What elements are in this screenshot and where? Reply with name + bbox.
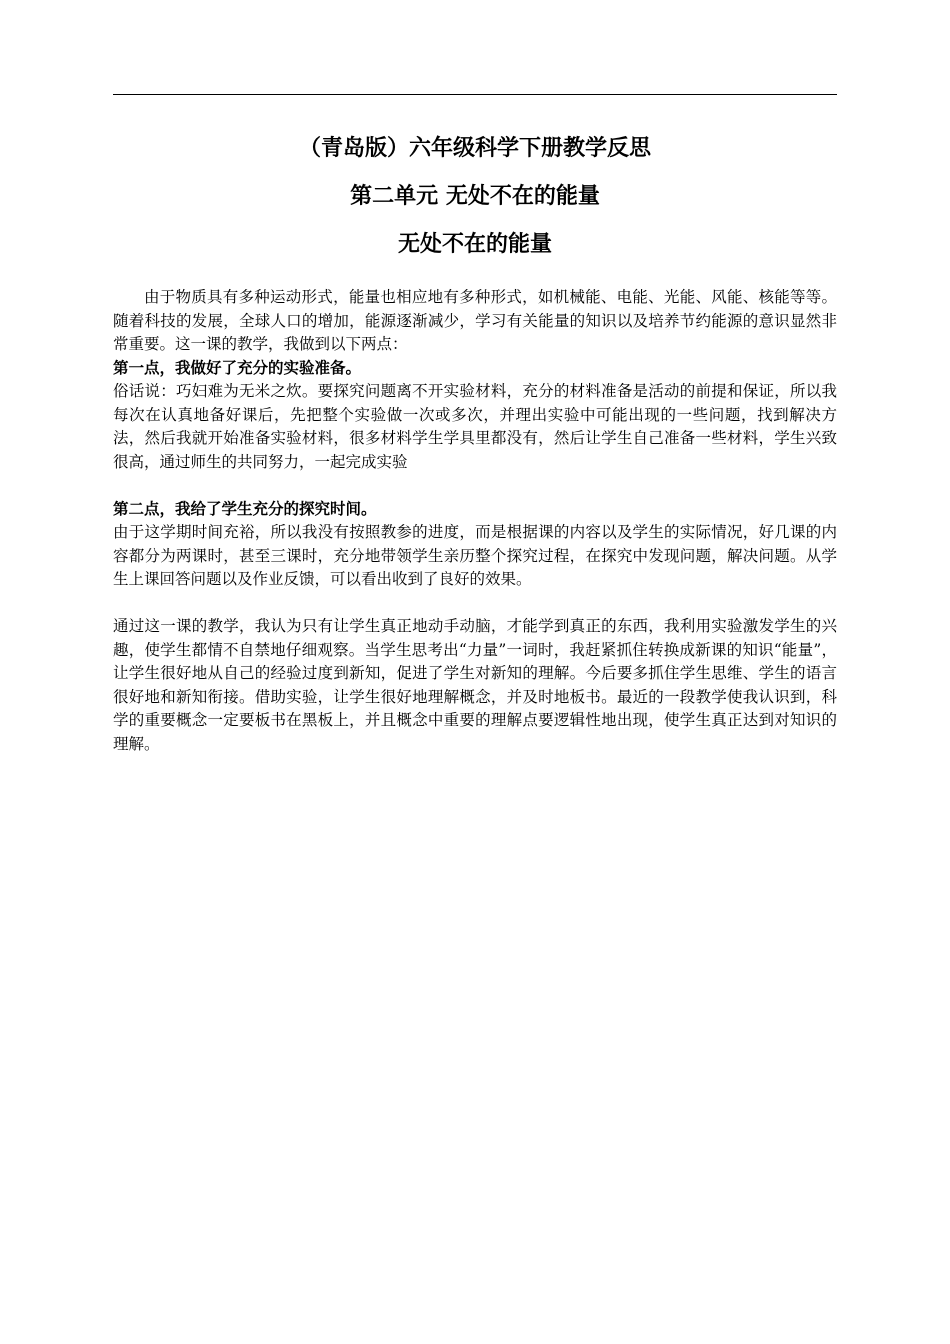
paragraph-gap xyxy=(113,474,837,498)
lesson-title: 无处不在的能量 xyxy=(397,232,552,257)
intro-paragraph: 由于物质具有多种运动形式，能量也相应地有多种形式，如机械能、电能、光能、风能、核能等等。随着科技的发展，全球人口的增加，能源逐渐减少，学习有关能量的知识以及培养节约能源的意识显然非常重要。这一课的教学，我做到以下两点： xyxy=(113,288,837,353)
header-rule xyxy=(113,94,837,95)
conclusion-paragraph: 通过这一课的教学，我认为只有让学生真正地动手动脑，才能学到真正的东西，我利用实验激发学生的兴趣，使学生都情不自禁地仔细观察。当学生思考出“力量”一词时，我赶紧抓住转换成新课的知识“能量”，让学生很好地从自己的经验过度到新知，促进了学生对新知的理解。今后要多抓住学生思维、学生的语言很好地和新知衔接。借助实验，让学生很好地理解概念，并及时地板书。最近的一段教学使我认识到，科学的重要概念一定要板书在黑板上，并且概念中重要的理解点要逻辑性地出现，使学生真正达到对知识的理解。 xyxy=(113,617,837,753)
unit-title: 第二单元 无处不在的能量 xyxy=(350,184,600,209)
point1-heading: 第一点，我做好了充分的实验准备。 xyxy=(113,358,362,377)
document-body xyxy=(113,128,837,756)
document-title: （青岛版）六年级科学下册教学反思 xyxy=(298,136,651,161)
point1-paragraph: 俗话说：巧妇难为无米之炊。要探究问题离不开实验材料，充分的材料准备是活动的前提和保证，所以我每次在认真地备好课后，先把整个实验做一次或多次，并理出实验中可能出现的一些问题，找到解决方法，然后我就开始准备实验材料，很多材料学生学具里都没有，然后让学生自己准备一些材料，学生兴致很高，通过师生的共同努力，一起完成实验 xyxy=(113,382,837,471)
point2-heading: 第二点，我给了学生充分的探究时间。 xyxy=(113,499,377,518)
paragraph-gap xyxy=(113,592,837,616)
point2-paragraph: 由于这学期时间充裕，所以我没有按照教参的进度，而是根据课的内容以及学生的实际情况，好几课的内容都分为两课时，甚至三课时，充分地带领学生亲历整个探究过程，在探究中发现问题，解决问题。从学生上课回答问题以及作业反馈，可以看出收到了良好的效果。 xyxy=(113,523,837,588)
